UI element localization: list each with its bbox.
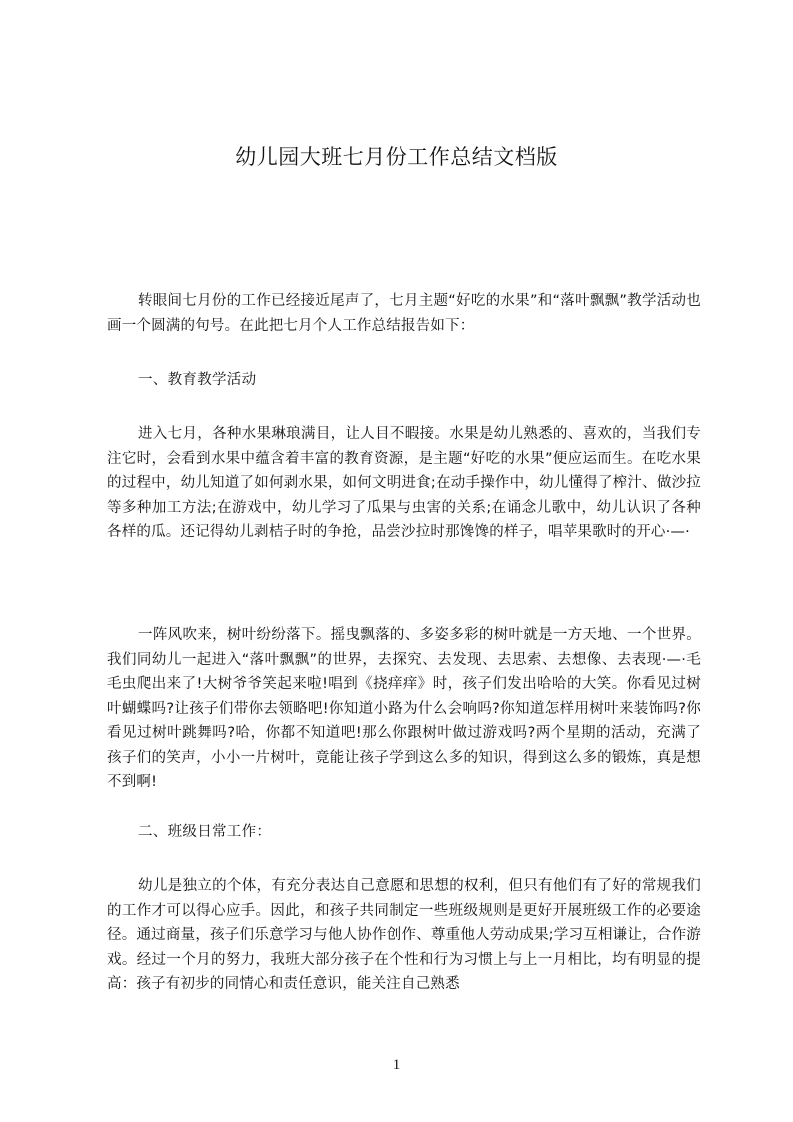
paragraph-falling-leaves-theme: 一阵风吹来，树叶纷纷落下。摇曳飘落的、多姿多彩的树叶就是一方天地、一个世界。我们同幼儿一起进入“落叶飘飘”的世界，去探究、去发现、去思索、去想像、去表现·—·毛毛虫爬出来了!大树爷爷笑起来啦!唱到《挠痒痒》时，孩子们发出哈哈的大笑。你看见过树叶蝴蝶吗?让孩子们带你去领略吧!你知道小路为什么会响吗?你知道怎样用树叶来装饰吗?你看见过树叶跳舞吗?哈，你都不知道吧!那么你跟树叶做过游戏吗?两个星期的活动，充满了孩子们的笑声，小小一片树叶，竟能让孩子学到这么多的知识，得到这么多的锻炼，真是想不到啊! — [107, 627, 701, 790]
paragraph-class-rules: 幼儿是独立的个体，有充分表达自己意愿和思想的权利，但只有他们有了好的常规我们的工作才可以得心应手。因此，和孩子共同制定一些班级规则是更好开展班级工作的必要途径。通过商量，孩子们乐意学习与他人协作创作、尊重他人劳动成果;学习互相谦让，合作游戏。经过一个月的努力，我班大部分孩子在个性和行为习惯上与上一月相比，均有明显的提高：孩子有初步的同情心和责任意识，能关注自己熟悉 — [107, 878, 701, 992]
page-number: 1 — [392, 1057, 401, 1073]
document-title: 幼儿园大班七月份工作总结文档版 — [235, 145, 558, 169]
paragraph-fruit-theme: 进入七月，各种水果琳琅满目，让人目不暇接。水果是幼儿熟悉的、喜欢的，当我们专注它时，会看到水果中蕴含着丰富的教育资源，是主题“好吃的水果”便应运而生。在吃水果的过程中，幼儿知道了如何剥水果，如何文明进食;在动手操作中，幼儿懂得了榨汁、做沙拉等多种加工方法;在游戏中，幼儿学习了瓜果与虫害的关系;在诵念儿歌中，幼儿认识了各种各样的瓜。还记得幼儿剥桔子时的争抢，品尝沙拉时那馋馋的样子，唱苹果歌时的开心·—· — [107, 426, 701, 540]
section-heading-education: 一、教育教学活动 — [138, 372, 257, 388]
intro-paragraph: 转眼间七月份的工作已经接近尾声了，七月主题“好吃的水果”和“落叶飘飘”教学活动也画一个圆满的句号。在此把七月个人工作总结报告如下： — [107, 293, 701, 334]
section-heading-class-routine: 二、班级日常工作： — [138, 824, 272, 840]
